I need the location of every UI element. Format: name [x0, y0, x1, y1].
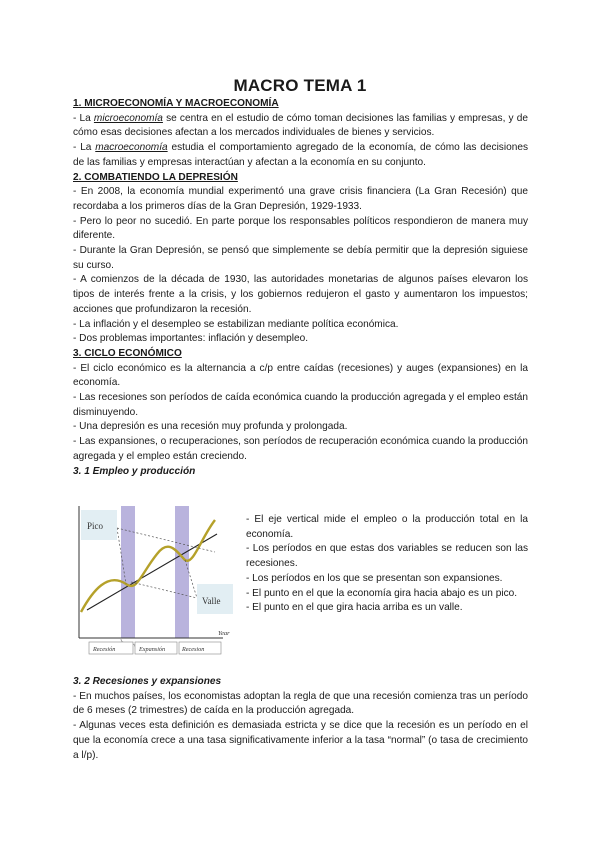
section-2-item: - Pero lo peor no sucedió. En parte porque los responsables políticos respondieron de manera muy diferente. [73, 215, 528, 242]
section-3-2-block [73, 675, 528, 763]
main-text-block [73, 97, 528, 479]
section-3-heading: 3. CICLO ECONÓMICO [73, 347, 182, 359]
section-2-item: - Durante la Gran Depresión, se pensó que simplemente se debía permitir que la depresión siguiese su curso. [73, 245, 528, 271]
section-2-item: - La inflación y el desempleo se estabilizan mediante política económica. [73, 318, 399, 330]
section-3-item: - Una depresión es una recesión muy profunda y prolongada. [73, 421, 348, 433]
term-microeconomia: microeconomía [93, 112, 163, 124]
figure-explanation-item: - Los períodos en los que se presentan son expansiones. [246, 572, 503, 584]
peak-label: Pico [87, 521, 104, 531]
figure-explanation-item: - El eje vertical mide el empleo o la producción total en la economía. [246, 514, 528, 540]
business-cycle-figure [73, 502, 240, 656]
text-run: estudia el comportamiento agregado de la economía, de cómo las decisiones de las familias y empresas interactúan y afectan a la economía en su conjunto. [73, 142, 528, 168]
recession-band-1 [121, 506, 135, 638]
section-3-item: - Las expansiones, o recuperaciones, son períodos de recuperación económica cuando la producción agregada y el empleo están creciendo. [73, 436, 528, 462]
recession-tag-2: Recesion [182, 646, 205, 653]
section-3-2-item: - Algunas veces esta definición es demasiada estricta y se dice que la recesión es un período en el que la economía crece a una tasa significativamente inferior a la tasa “normal” (o tasa de crecimiento a l/p). [73, 720, 528, 761]
figure-explanation-item: - El punto en el que gira hacia arriba es un valle. [246, 602, 463, 614]
recession-tag: Recesión [93, 646, 116, 653]
document-title: MACRO TEMA 1 [233, 76, 367, 95]
section-1-paragraph-1 [73, 112, 528, 141]
term-macroeconomia: macroeconomía [95, 142, 168, 154]
x-axis-label: Year [218, 630, 230, 637]
section-3-2-item: - En muchos países, los economistas adoptan la regla de que una recesión comienza tras un período de 6 meses (2 trimestres) de caída en la producción agregada. [73, 690, 528, 717]
text-run: - La [73, 142, 96, 154]
section-3-item: - Las recesiones son períodos de caída económica cuando la producción agregada y el empleo están disminuyendo. [73, 392, 528, 418]
section-2-item: - En 2008, la economía mundial experimentó una grave crisis financiera (La Gran Recesión) que recordaba a los primeros días de la Gran Depresión, 1929-1933. [73, 186, 528, 212]
section-3-item: - El ciclo económico es la alternancia a c/p entre caídas (recesiones) y auges (expansiones) en la economía. [73, 362, 528, 389]
section-3-1-heading: 3. 1 Empleo y producción [73, 465, 196, 477]
text-run: - La [73, 112, 94, 124]
section-2-heading: 2. COMBATIENDO LA DEPRESIÓN [73, 171, 238, 183]
text-run: se centra en el estudio de cómo toman decisiones las familias y empresas, y de cómo esas decisiones afectan a los mercados individuales de bienes y servicios. [73, 112, 528, 139]
figure-explanation-item: - El punto en el que la economía gira hacia abajo es un pico. [246, 587, 518, 599]
section-3-2-heading: 3. 2 Recesiones y expansiones [73, 676, 222, 687]
figure-explanation-item: - Los períodos en que estas dos variables se reducen son las recesiones. [246, 543, 528, 570]
recession-band-2 [175, 506, 189, 638]
trough-label: Valle [202, 596, 221, 606]
figure-explanation [246, 513, 528, 616]
section-1-heading: 1. MICROECONOMÍA Y MACROECONOMÍA [73, 98, 279, 109]
section-2-item: - Dos problemas importantes: inflación y desempleo. [73, 333, 309, 345]
section-2-item: - A comienzos de la década de 1930, las autoridades monetarias de algunos países elevaron los tipos de interés frente a la crisis, y los gobiernos redujeron el gasto y aumentaron los impuestos; acciones que profundizaron la recesión. [73, 274, 528, 315]
expansion-tag: Expansión [139, 646, 166, 653]
section-1-paragraph-2 [73, 141, 528, 170]
